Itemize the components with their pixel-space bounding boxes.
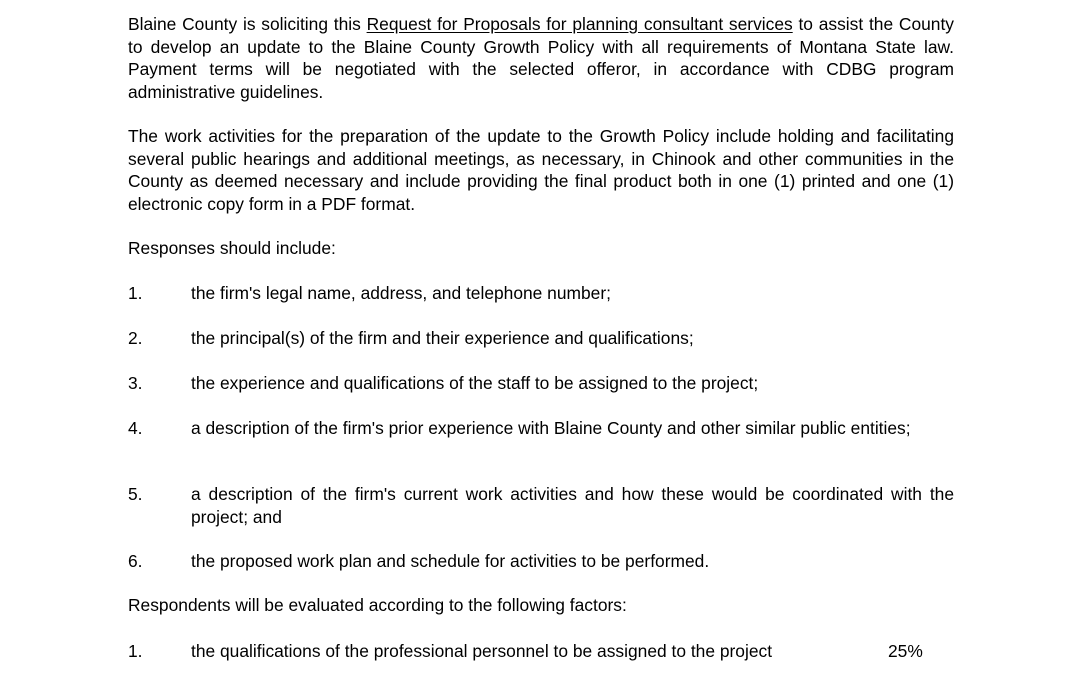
list-item-number: 3. bbox=[128, 373, 143, 393]
list-item-text: a description of the firm's prior experience with Blaine County and other similar public entities; bbox=[191, 418, 911, 438]
intro-text-start: Blaine County is soliciting this bbox=[128, 14, 367, 34]
list-item-text: a description of the firm's current work activities and how these would be coordinated with the project; and bbox=[191, 484, 954, 527]
list-item-number: 5. bbox=[128, 484, 143, 504]
list-item-text: the firm's legal name, address, and telephone number; bbox=[191, 283, 611, 303]
list-item-text: the experience and qualifications of the staff to be assigned to the project; bbox=[191, 373, 759, 393]
intro-paragraph bbox=[128, 13, 954, 103]
factor-weight: 25% bbox=[888, 641, 923, 661]
rfp-title-underlined: Request for Proposals for planning consultant services bbox=[366, 14, 793, 34]
list-item-text: the principal(s) of the firm and their experience and qualifications; bbox=[191, 328, 694, 348]
list-item-number: 4. bbox=[128, 418, 143, 438]
list-item-number: 6. bbox=[128, 551, 143, 571]
work-activities-paragraph: The work activities for the preparation of the update to the Growth Policy include holding and facilitating several public hearings and additional meetings, as necessary, in Chinook and other communities in the County as deemed necessary and include providing the final product both in one (1) printed and one (1) electronic copy form in a PDF format. bbox=[128, 126, 954, 214]
intro-text-end: to assist the County to develop an update to the Blaine County Growth Policy with all requirements of Montana State law. Payment terms will be negotiated with the selected offeror, in accordance with CDBG program administrative guidelines. bbox=[128, 14, 954, 102]
list-item-number: 2. bbox=[128, 328, 143, 348]
factor-number: 1. bbox=[128, 641, 143, 661]
evaluation-heading: Respondents will be evaluated according to the following factors: bbox=[128, 595, 627, 615]
list-item-text: the proposed work plan and schedule for activities to be performed. bbox=[191, 551, 710, 571]
list-item-number: 1. bbox=[128, 283, 143, 303]
factor-text: the qualifications of the professional personnel to be assigned to the project bbox=[191, 641, 773, 661]
responses-heading: Responses should include: bbox=[128, 238, 336, 258]
